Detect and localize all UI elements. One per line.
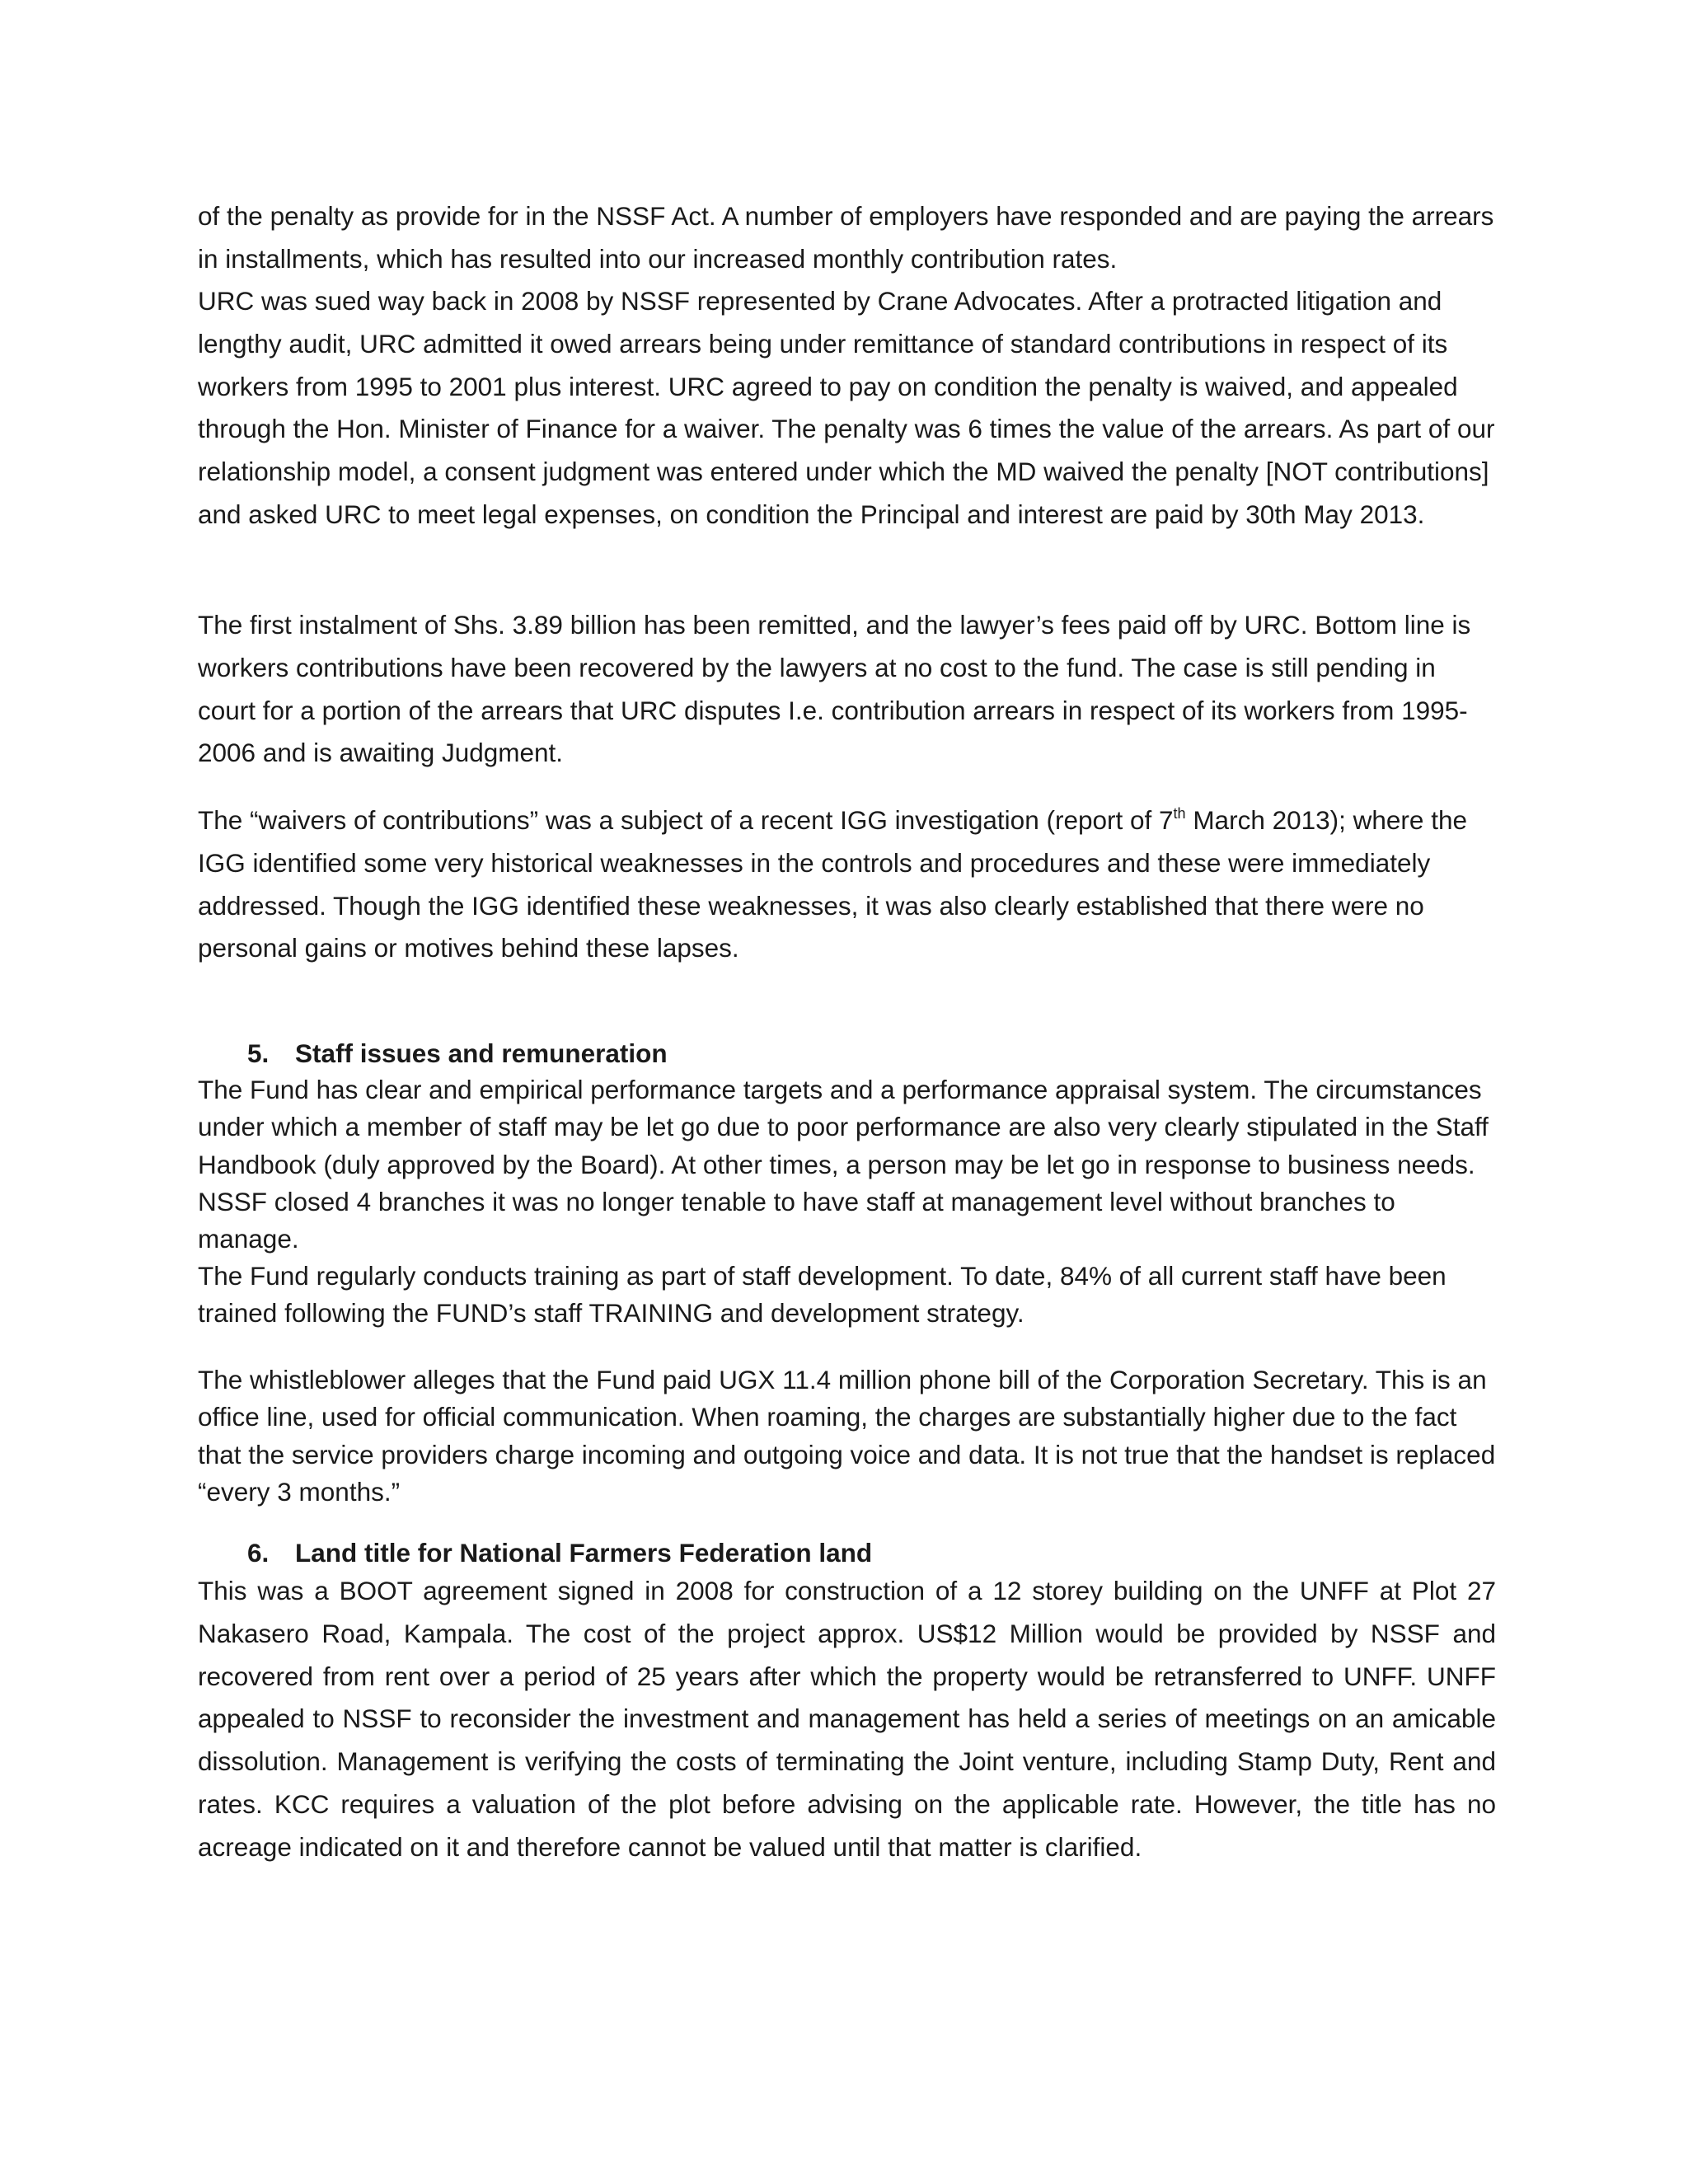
paragraph-urc-lawsuit: URC was sued way back in 2008 by NSSF represented by Crane Advocates. After a protracted litigation and lengthy audit, URC admitted it owed arrears being under remittance of standard contributions in respect of its workers from 1995 to 2001 plus interest. URC agreed to pay on condition the penalty is waived, and appealed through the Hon. Minister of Finance for a waiver. The penalty was 6 times the value of the arrears. As part of our relationship model, a consent judgment was entered under which the MD waived the penalty [NOT contributions] and asked URC to meet legal expenses, on condition the Principal and interest are paid by 30th May 2013.: [198, 286, 1495, 529]
paragraph-staff-training: The Fund regularly conducts training as part of staff development. To date, 84% of all current staff have been trained following the FUND’s staff TRAINING and development strategy.: [198, 1261, 1447, 1329]
paragraph-phone-bill: The whistleblower alleges that the Fund paid UGX 11.4 million phone bill of the Corporation Secretary. This is an office line, used for official communication. When roaming, the charges are substantially higher due to the fact that the service providers charge incoming and outgoing voice and data. It is not true that the handset is replaced “every 3 months.”: [198, 1365, 1496, 1507]
heading-land-title: [247, 1535, 872, 1572]
paragraph-penalty-arrears: of the penalty as provide for in the NSSF Act. A number of employers have responded and are paying the arrears in installments, which has resulted into our increased monthly contribution rates.: [198, 201, 1494, 274]
heading-staff-issues: [247, 1035, 668, 1072]
paragraph-first-instalment: The first instalment of Shs. 3.89 billion has been remitted, and the lawyer’s fees paid off by URC. Bottom line is workers contributions have been recovered by the lawyers at no cost to the fund. The case is still pending in court for a portion of the arrears that URC disputes I.e. contribution arrears in respect of its workers from 1995-2006 and is awaiting Judgment.: [198, 610, 1471, 768]
igg-text-start: The “waivers of contributions” was a subject of a recent IGG investigation (report of 7: [198, 805, 1174, 835]
heading-number: 6.: [247, 1538, 270, 1568]
paragraph-performance-targets: The Fund has clear and empirical performance targets and a performance appraisal system. The circumstances under which a member of staff may be let go due to poor performance are also very clearly stipulated in the Staff Handbook (duly approved by the Board). At other times, a person may be let go in response to business needs. NSSF closed 4 branches it was no longer tenable to have staff at management level without branches to manage.: [198, 1075, 1489, 1254]
ordinal-superscript: th: [1173, 805, 1186, 822]
paragraph-boot-agreement: This was a BOOT agreement signed in 2008 for construction of a 12 storey building on the UNFF at Plot 27 Nakasero Road, Kampala. The cost of the project approx. US$12 Million would be provided by NSSF and recovered from rent over a period of 25 years after which the property would be retransferred to UNFF. UNFF appealed to NSSF to reconsider the investment and management has held a series of meetings on an amicable dissolution. Management is verifying the costs of terminating the Joint venture, including Stamp Duty, Rent and rates. KCC requires a valuation of the plot before advising on the applicable rate. However, the title has no acreage indicated on it and therefore cannot be valued until that matter is clarified.: [198, 1576, 1496, 1862]
heading-title: Staff issues and remuneration: [295, 1038, 668, 1068]
igg-text-end: March 2013); where the IGG identified some very historical weaknesses in the controls and procedures and these were immediately addressed. Though the IGG identified these weaknesses, it was also clearly established that there were no personal gains or motives behind these lapses.: [198, 805, 1467, 963]
heading-title: Land title for National Farmers Federation land: [295, 1538, 873, 1568]
heading-number: 5.: [247, 1038, 270, 1068]
paragraph-igg-investigation: [198, 799, 1496, 970]
